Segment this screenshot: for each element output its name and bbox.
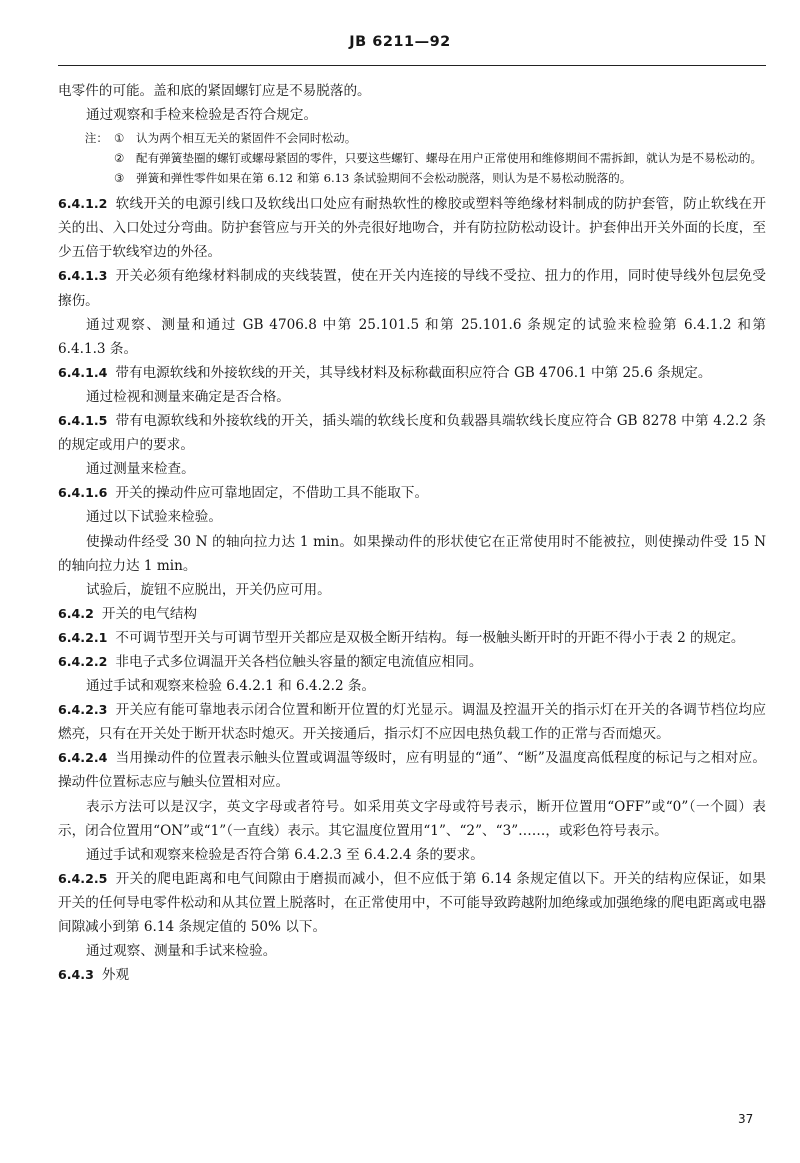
clause-6-4-2-5 [58,867,766,939]
clause-number: 6.4.2.5 [58,870,108,886]
clause-6-4-1-4 [58,361,766,385]
clause-6-4-2-1 [58,626,766,650]
section-number: 6.4.2 [58,605,94,621]
note-text: 认为两个相互无关的紧固件不会同时松动。 [136,131,357,146]
clause-number: 6.4.1.5 [58,413,108,429]
section-number: 6.4.3 [58,967,94,983]
clause-text: 开关应有能可靠地表示闭合位置和断开位置的灯光显示。调温及控温开关的指示灯在开关的各调节档位均应燃亮，只有在开关处于断开状态时熄灭。开关接通后，指示灯不应因电热负载工作的正常与否而熄灭。 [58,702,766,743]
clause-number: 6.4.1.3 [58,268,108,284]
note-marker: ② [114,151,125,166]
clause-text: 开关必须有绝缘材料制成的夹线装置，使在开关内连接的导线不受拉、扭力的作用，同时使导线外包层免受擦伤。 [58,268,766,309]
paragraph: 通过手试和观察来检验 6.4.2.1 和 6.4.2.2 条。 [86,678,376,695]
clause-text: 软线开关的电源引线口及软线出口处应有耐热软性的橡胶或塑料等绝缘材料制成的防护套管，防止软线在开关的出、入口处过分弯曲。防护套管应与开关的外壳很好地吻合，并有防拉防松动设计。护套伸出开关外面的长度，至少五倍于软线窄边的外径。 [58,196,766,261]
document-body [58,79,766,987]
note-item [58,168,766,188]
paragraph: 通过以下试验来检验。 [86,509,222,526]
paragraph: 电零件的可能。盖和底的紧固螺钉应是不易脱落的。 [58,83,371,99]
notes-block [58,128,766,188]
clause-6-4-1-6 [58,481,766,505]
clause-text: 带有电源软线和外接软线的开关，其导线材料及标称截面积应符合 GB 4706.1 中第 25.6 条规定。 [115,364,712,381]
clause-number: 6.4.1.6 [58,485,108,501]
paragraph: 试验后，旋钮不应脱出，开关仍应可用。 [86,581,331,598]
section-title: 开关的电气结构 [101,605,198,622]
note-marker: ① [114,131,125,146]
clause-number: 6.4.1.2 [58,196,108,212]
note-item [58,148,766,168]
clause-6-4-2-3 [58,698,766,746]
page-number: 37 [738,1112,754,1126]
clause-number: 6.4.2.2 [58,653,108,669]
clause-6-4-2-2 [58,650,766,674]
note-text: 弹簧和弹性零件如果在第 6.12 和第 6.13 条试验期间不会松动脱落，则认为是不易松动脱落的。 [136,171,632,186]
clause-text: 开关的爬电距离和电气间隙由于磨损而减小，但不应低于第 6.14 条规定值以下。开关的结构应保证，如果开关的任何导电零件松动和从其位置上脱落时，在正常使用中，不可能导致跨越附加绝缘或加强绝缘的爬电距离或电器间隙减小到第 6.14 条规定值的 50% 以下。 [58,870,766,935]
clause-number: 6.4.2.3 [58,702,108,718]
paragraph: 通过手试和观察来检验是否符合第 6.4.2.3 至 6.4.2.4 条的要求。 [86,846,484,863]
clause-6-4-1-5 [58,409,766,457]
clause-number: 6.4.1.4 [58,364,108,380]
document-header: JB 6211—92 [349,34,451,50]
paragraph: 使操动件经受 30 N 的轴向拉力达 1 min。如果操动件的形状使它在正常使用时不能被拉，则使操动件受 15 N 的轴向拉力达 1 min。 [58,533,766,574]
clause-text: 开关的操动件应可靠地固定，不借助工具不能取下。 [115,485,429,502]
clause-6-4-1-3 [58,264,766,312]
clause-number: 6.4.2.4 [58,750,108,766]
note-marker: ③ [114,171,125,186]
clause-6-4-2-4 [58,746,766,794]
clause-text: 带有电源软线和外接软线的开关，插头端的软线长度和负载器具端软线长度应符合 GB 8278 中第 4.2.2 条的规定或用户的要求。 [58,413,766,454]
paragraph: 通过观察、测量和手试来检验。 [86,943,277,960]
paragraph: 通过测量来检查。 [86,461,195,478]
note-item [58,128,766,148]
section-title: 外观 [101,967,130,984]
paragraph: 表示方法可以是汉字，英文字母或者符号。如采用英文字母或符号表示，断开位置用“OFF”或“0”（一个圆）表示，闭合位置用“ON”或“1”（一直线）表示。其它温度位置用“1”、“2”、“3”……，或彩色符号表示。 [58,798,766,839]
notes-label: 注： [84,131,108,146]
header-rule [58,65,766,66]
clause-text: 当用操动件的位置表示触头位置或调温等级时，应有明显的“通”、“断”及温度高低程度的标记与之相对应。操动件位置标志应与触头位置相对应。 [58,750,766,791]
clause-text: 非电子式多位调温开关各档位触头容量的额定电流值应相同。 [115,653,483,670]
clause-6-4-1-2 [58,192,766,264]
note-text: 配有弹簧垫圈的螺钉或螺母紧固的零件，只要这些螺钉、螺母在用户正常使用和维修期间不需拆卸，就认为是不易松动的。 [136,151,763,166]
section-6-4-3 [58,963,766,987]
section-6-4-2 [58,602,766,626]
clause-number: 6.4.2.1 [58,629,108,645]
clause-text: 不可调节型开关与可调节型开关都应是双极全断开结构。每一极触头断开时的开距不得小于表 2 的规定。 [115,629,745,646]
paragraph: 通过观察、测量和通过 GB 4706.8 中第 25.101.5 和第 25.101.6 条规定的试验来检验第 6.4.1.2 和第 6.4.1.3 条。 [58,316,766,357]
paragraph: 通过检视和测量来确定是否合格。 [86,388,290,405]
paragraph: 通过观察和手检来检验是否符合规定。 [86,107,318,124]
